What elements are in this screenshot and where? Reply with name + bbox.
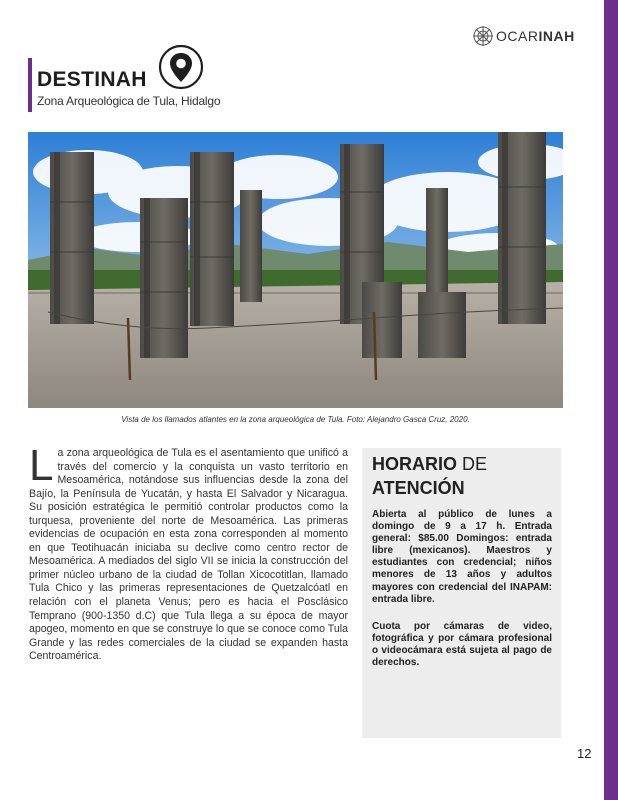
photo-caption: Vista de los llamados atlantes en la zona arqueológica de Tula. Foto: Alejandro Gasca Cruz, 2020. — [121, 415, 470, 424]
article-body — [29, 441, 348, 664]
ornament-icon — [472, 25, 494, 47]
hours-schedule: Abierta al público de lunes a domingo de 9 a 17 h. Entrada general: $85.00 Domingos: entrada libre (mexicanos). Maestros y estudiantes con credencial; niños menores de 13 años y adultos mayores con credencial del INAPAM: entrada libre. — [372, 509, 552, 605]
side-accent-bar — [604, 0, 618, 800]
page-subtitle: Zona Arqueológica de Tula, Hidalgo — [37, 94, 221, 108]
atlantes-photo — [28, 132, 563, 408]
hours-heading: HORARIO DE ATENCIÓN — [372, 454, 488, 498]
brand-logo — [472, 22, 575, 50]
location-pin-icon — [158, 44, 204, 90]
page-number: 12 — [577, 746, 592, 761]
drop-cap: L — [29, 441, 54, 490]
brand-name: OCARINAH — [496, 28, 575, 44]
hours-info — [372, 509, 552, 684]
article-text: a zona arqueológica de Tula es el asentamiento que unificó a través del comercio y la conquista un vasto territorio en Mesoamérica, notándose sus influencias desde la zona del Bajío, la Península de Yucatán, y hasta El Salvador y Nicaragua. Su posición estratégica le permitió controlar productos como la turquesa, proveniente del norte de Mesoamérica. Las primeras evidencias de ocupación en esta zona corresponden al momento en que Teotihuacán iniciaba su declive como centro rector de Mesoamérica. A mediados del siglo VII se inicia la construcción del primer núcleo urbano de la ciudad de Tollan Xicocotitlan, llamado Tula Chico y las primeras representaciones de Quetzalcóatl en relación con el planeta Venus; pero es hacia el Posclásico Temprano (900-1350 d.C) que Tula llega a su época de mayor apogeo, momento en que se construye lo que se conoce como Tula Grande y las redes comerciales de la ciudad se expanden hasta Centroamérica. — [29, 447, 348, 663]
page-title: DESTINAH — [37, 68, 147, 91]
title-accent-bar — [28, 58, 32, 112]
hours-camera-fees: Cuota por cámaras de video, fotográfica y por cámara profesional o videocámara está sujeta al pago de derechos. — [372, 620, 552, 669]
